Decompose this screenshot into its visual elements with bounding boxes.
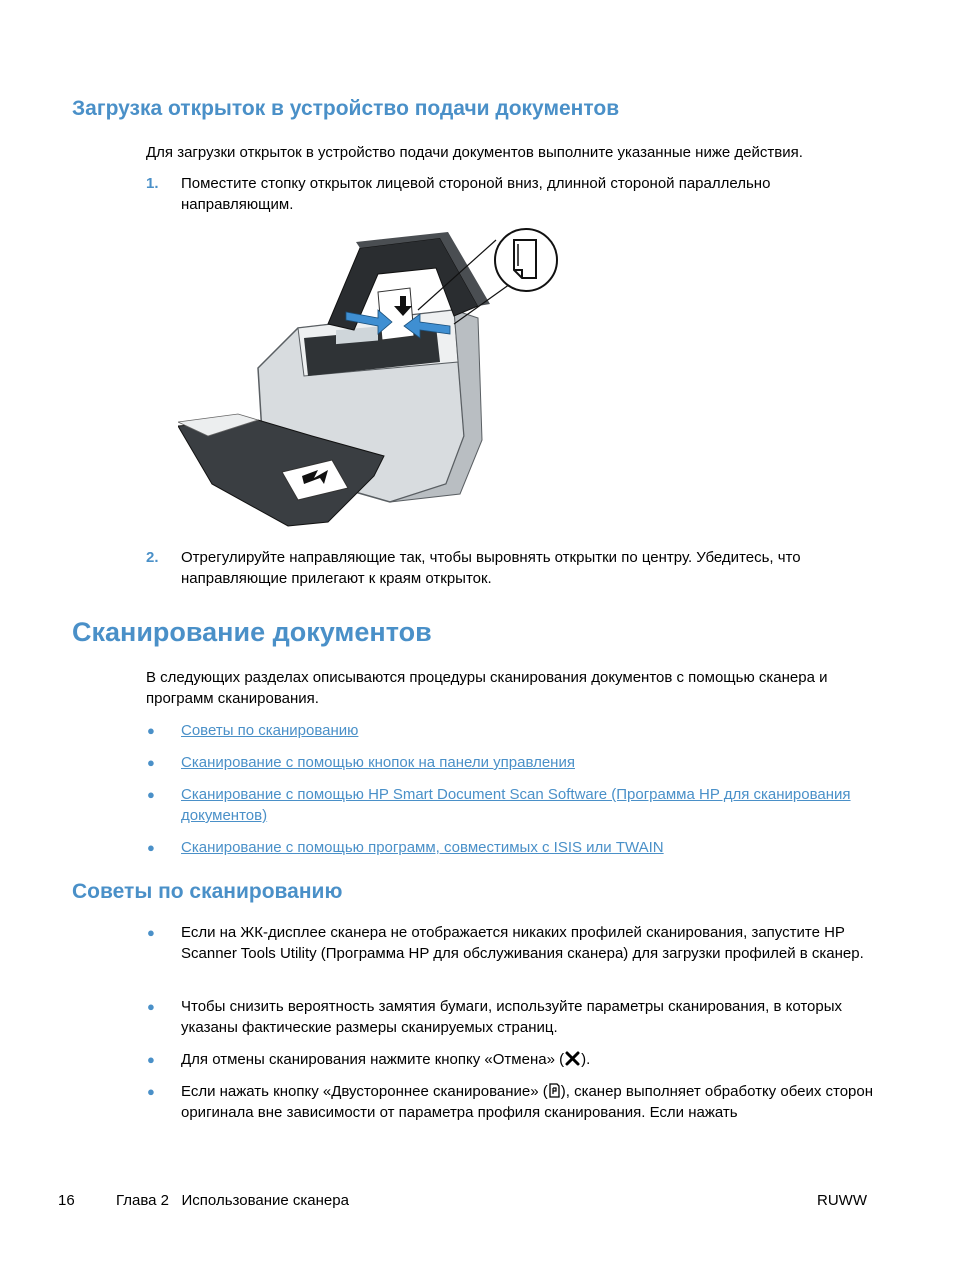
section-title-tips: Советы по сканированию (72, 880, 343, 903)
tip-text: Если нажать кнопку «Двустороннее сканирование» ( ), сканер выполняет обработку обеих сторон оригинала вне зависимости от параметра профиля сканирования. Если нажать (181, 1083, 874, 1121)
section-title-postcards: Загрузка открыток в устройство подачи документов (72, 97, 620, 120)
link-scan-isis-twain[interactable]: Сканирование с помощью программ, совместимых с ISIS или TWAIN (181, 839, 664, 856)
intro-postcards: Для загрузки открыток в устройство подачи документов выполните указанные ниже действия. (146, 144, 803, 161)
bullet: ● (147, 787, 155, 802)
list-item (146, 1081, 876, 1123)
list-item (146, 837, 876, 858)
list-item (146, 720, 876, 741)
duplex-scan-icon (548, 1082, 561, 1099)
bullet: ● (147, 840, 155, 855)
list-item (146, 752, 876, 773)
list-item (146, 922, 876, 964)
bullet: ● (147, 723, 155, 738)
step-2 (146, 547, 876, 589)
page-number: 16 (58, 1192, 75, 1209)
step-text: Поместите стопку открыток лицевой стороной вниз, длинной стороной параллельно направляющим. (181, 175, 771, 213)
step-1 (146, 173, 876, 215)
link-scan-smart-document[interactable]: Сканирование с помощью HP Smart Document Scan Software (Программа HP для сканирования документов) (181, 786, 851, 824)
link-scanning-tips[interactable]: Советы по сканированию (181, 722, 359, 739)
tip-text: Если на ЖК-дисплее сканера не отображается никаких профилей сканирования, запустите HP Scanner Tools Utility (Программа HP для обслуживания сканера) для загрузки профилей в сканер. (181, 924, 864, 962)
chapter-title: Глава 2 Использование сканера (116, 1192, 349, 1209)
tip-text: Чтобы снизить вероятность замятия бумаги, используйте параметры сканирования, в которых указаны фактические размеры сканируемых страниц. (181, 998, 843, 1036)
list-item (146, 1049, 876, 1070)
step-number: 1. (146, 175, 159, 192)
bullet: ● (147, 999, 155, 1014)
list-item (146, 996, 876, 1038)
bullet: ● (147, 1084, 155, 1099)
link-scan-control-panel[interactable]: Сканирование с помощью кнопок на панели управления (181, 754, 575, 771)
bullet: ● (147, 1052, 155, 1067)
step-number: 2. (146, 549, 159, 566)
list-item (146, 784, 876, 826)
document-code: RUWW (817, 1192, 867, 1209)
step-text: Отрегулируйте направляющие так, чтобы выровнять открытки по центру. Убедитесь, что направляющие прилегают к краям открыток. (181, 549, 801, 587)
bullet: ● (147, 755, 155, 770)
scanner-postcard-illustration (178, 226, 562, 532)
cancel-x-icon (564, 1050, 581, 1067)
section-title-scanning: Сканирование документов (72, 617, 432, 647)
bullet: ● (147, 925, 155, 940)
tip-text: Для отмены сканирования нажмите кнопку «Отмена» ( ). (181, 1051, 591, 1068)
intro-scanning: В следующих разделах описываются процедуры сканирования документов с помощью сканера и программ сканирования. (146, 669, 828, 707)
